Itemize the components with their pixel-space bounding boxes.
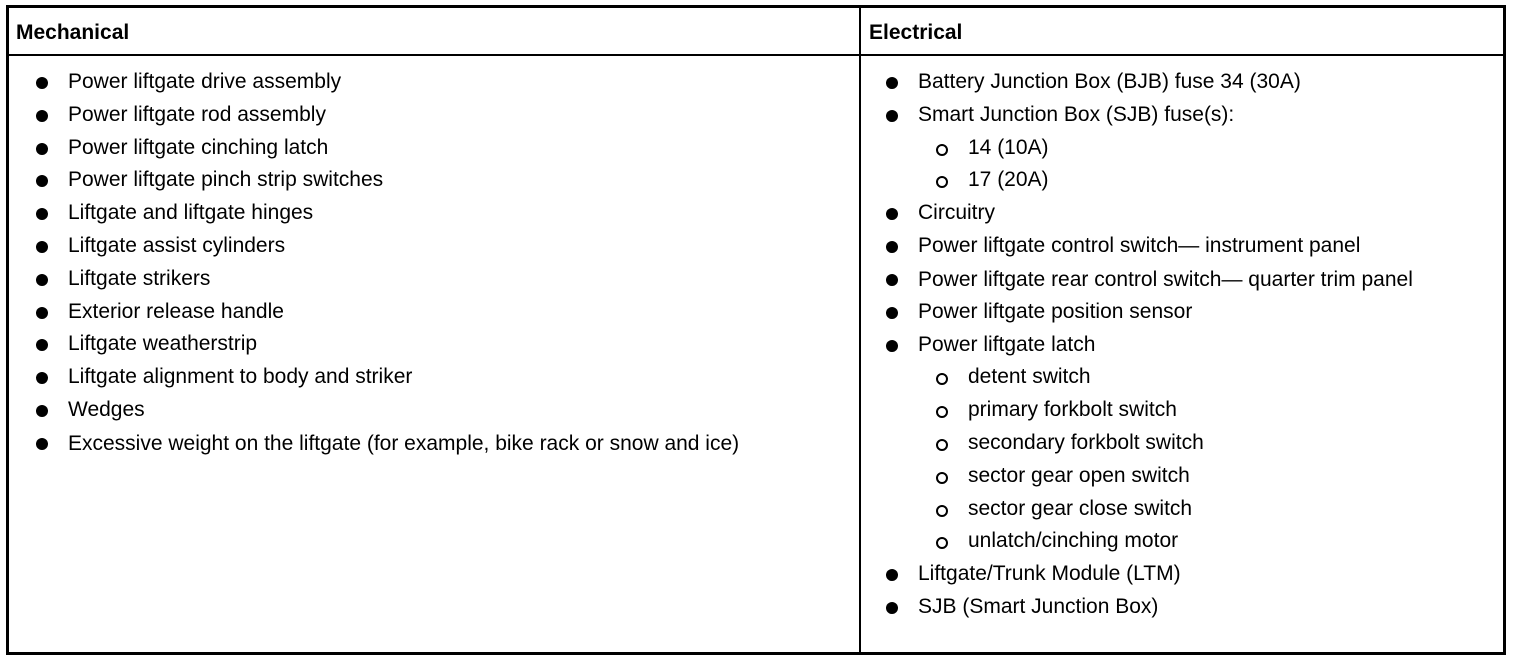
hollow-bullet-icon xyxy=(936,406,948,418)
bullet-icon xyxy=(886,569,898,581)
list-item: Liftgate strikers xyxy=(29,263,829,296)
bullet-icon xyxy=(886,307,898,319)
hollow-bullet-icon xyxy=(936,472,948,484)
list-item: Exterior release handle xyxy=(29,296,829,329)
list-item: Liftgate/Trunk Module (LTM) xyxy=(879,558,1479,591)
bullet-icon xyxy=(886,602,898,614)
bullet-icon xyxy=(886,274,898,286)
bullet-icon xyxy=(886,208,898,220)
list-item: Power liftgate rod assembly xyxy=(29,99,829,132)
diagnosis-table xyxy=(6,5,1506,655)
bullet-icon xyxy=(36,110,48,122)
bullet-icon xyxy=(36,208,48,220)
mechanical-header: Mechanical xyxy=(16,21,130,44)
bullet-icon xyxy=(36,274,48,286)
list-item: Wedges xyxy=(29,394,829,427)
bullet-icon xyxy=(36,77,48,89)
sub-list-item: detent switch xyxy=(879,361,1479,394)
list-item: Battery Junction Box (BJB) fuse 34 (30A) xyxy=(879,66,1479,99)
bullet-icon xyxy=(886,77,898,89)
bullet-icon xyxy=(886,340,898,352)
bullet-icon xyxy=(36,143,48,155)
list-item: Power liftgate position sensor xyxy=(879,296,1479,329)
list-item: Liftgate weatherstrip xyxy=(29,328,829,361)
mechanical-list xyxy=(29,66,829,460)
bullet-icon xyxy=(36,372,48,384)
bullet-icon xyxy=(36,339,48,351)
sub-list-item: 17 (20A) xyxy=(879,164,1479,197)
sub-list-item: 14 (10A) xyxy=(879,132,1479,165)
bullet-icon xyxy=(886,241,898,253)
bullet-icon xyxy=(36,241,48,253)
sub-list-item: primary forkbolt switch xyxy=(879,394,1479,427)
hollow-bullet-icon xyxy=(936,176,948,188)
hollow-bullet-icon xyxy=(936,505,948,517)
sub-list-item: secondary forkbolt switch xyxy=(879,427,1479,460)
list-item: Power liftgate latch xyxy=(879,329,1479,362)
hollow-bullet-icon xyxy=(936,144,948,156)
bullet-icon xyxy=(36,307,48,319)
hollow-bullet-icon xyxy=(936,373,948,385)
bullet-icon xyxy=(36,438,48,450)
hollow-bullet-icon xyxy=(936,439,948,451)
electrical-list xyxy=(879,66,1479,624)
list-item: Power liftgate drive assembly xyxy=(29,66,829,99)
list-item: Liftgate alignment to body and striker xyxy=(29,361,829,394)
bullet-icon xyxy=(36,405,48,417)
list-item: Circuitry xyxy=(879,197,1479,230)
sub-list-item: sector gear close switch xyxy=(879,493,1479,526)
electrical-header: Electrical xyxy=(869,21,963,44)
bullet-icon xyxy=(36,175,48,187)
sub-list-item: unlatch/cinching motor xyxy=(879,525,1479,558)
header-divider xyxy=(9,54,1503,56)
hollow-bullet-icon xyxy=(936,537,948,549)
sub-list-item: sector gear open switch xyxy=(879,460,1479,493)
list-item: Excessive weight on the liftgate (for example, bike rack or snow and ice) xyxy=(29,427,829,460)
list-item: Power liftgate pinch strip switches xyxy=(29,164,829,197)
list-item: Power liftgate rear control switch— quarter trim panel xyxy=(879,263,1479,296)
list-item: Smart Junction Box (SJB) fuse(s): xyxy=(879,99,1479,132)
list-item: Power liftgate control switch— instrument panel xyxy=(879,230,1479,263)
list-item: SJB (Smart Junction Box) xyxy=(879,591,1479,624)
list-item: Liftgate assist cylinders xyxy=(29,230,829,263)
bullet-icon xyxy=(886,110,898,122)
column-divider xyxy=(859,8,861,652)
list-item: Liftgate and liftgate hinges xyxy=(29,197,829,230)
list-item: Power liftgate cinching latch xyxy=(29,132,829,165)
